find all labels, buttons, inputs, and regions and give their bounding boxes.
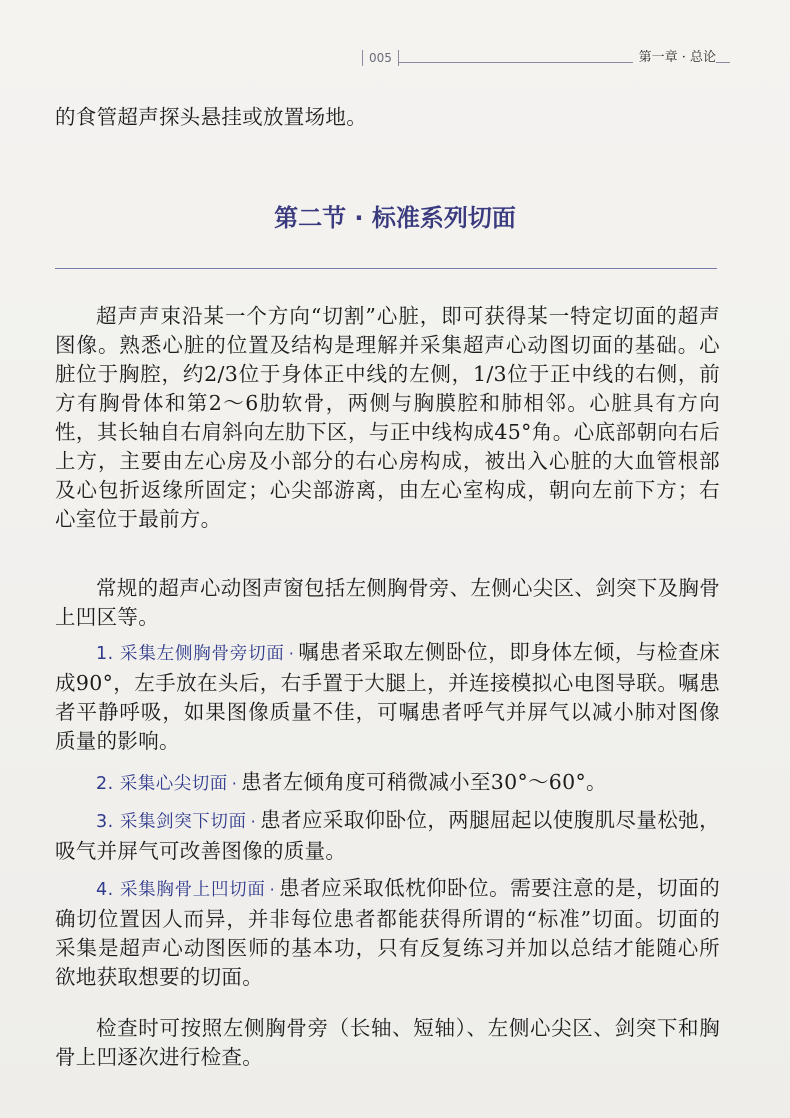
paragraph-anatomy: 超声声束沿某一个方向“切割”心脏，即可获得某一特定切面的超声图像。熟悉心脏的位置及结构是理解并采集超声心动图切面的基础。心脏位于胸腔，约2/3位于身体正中线的左侧，1/3位于正中线的右侧，前方有胸骨体和第2～6肋软骨，两侧与胸膜腔和肺相邻。心脏具有方向性，其长轴自右肩斜向左肋下区，与正中线构成45°角。心底部朝向右后上方，主要由左心房及小部分的右心房构成，被出入心脏的大血管根部及心包折返缘所固定；心尖部游离，由左心室构成，朝向左前下方；右心室位于最前方。	[55, 304, 720, 531]
list-item-apical	[55, 768, 720, 799]
item-text: 患者左倾角度可稍微减小至30°～60°。	[241, 770, 607, 794]
item-heading: 2. 采集心尖切面	[96, 774, 228, 794]
item-text: 嘱患者采取左侧卧位，即身体左倾，与检查床成90°，左手放在头后，右手置于大腿上，并连接模拟心电图导联。嘱患者平静呼吸，如果图像质量不佳，可嘱患者呼气并屏气以减小肺对图像质量的影响。	[55, 640, 721, 753]
bullet-dot: ·	[288, 644, 295, 663]
item-text: 患者应采取低枕仰卧位。需要注意的是，切面的确切位置因人而异，并非每位患者都能获得所谓的“标准”切面。切面的采集是超声心动图医师的基本功，只有反复练习并加以总结才能随心所欲地获取想要的切面。	[55, 876, 720, 989]
section-title: 第二节 · 标准系列切面	[274, 204, 516, 232]
section-rule	[55, 268, 717, 269]
bullet-dot: ·	[269, 880, 275, 899]
continuation-paragraph: 的食管超声探头悬挂或放置场地。	[55, 105, 367, 129]
item-heading: 1. 采集左侧胸骨旁切面	[96, 644, 285, 664]
list-item-subcostal	[55, 806, 720, 866]
item-heading: 3. 采集剑突下切面	[96, 812, 247, 832]
bullet-dot: ·	[231, 774, 238, 793]
list-item-parasternal	[55, 638, 720, 756]
running-header-chapter: 第一章 · 总论	[633, 50, 716, 66]
list-item-suprasternal	[55, 874, 720, 992]
item-heading: 4. 采集胸骨上凹切面	[96, 880, 266, 900]
item-text: 患者应采取仰卧位，两腿屈起以使腹肌尽量松弛，吸气并屏气可改善图像的质量。	[55, 808, 720, 863]
page-number: 005	[362, 50, 399, 66]
paragraph-windows: 常规的超声心动图声窗包括左侧胸骨旁、左侧心尖区、剑突下及胸骨上凹区等。	[55, 576, 720, 629]
bullet-dot: ·	[250, 812, 257, 831]
paragraph-exam-order: 检查时可按照左侧胸骨旁（长轴、短轴）、左侧心尖区、剑突下和胸骨上凹逐次进行检查。	[55, 1016, 720, 1069]
